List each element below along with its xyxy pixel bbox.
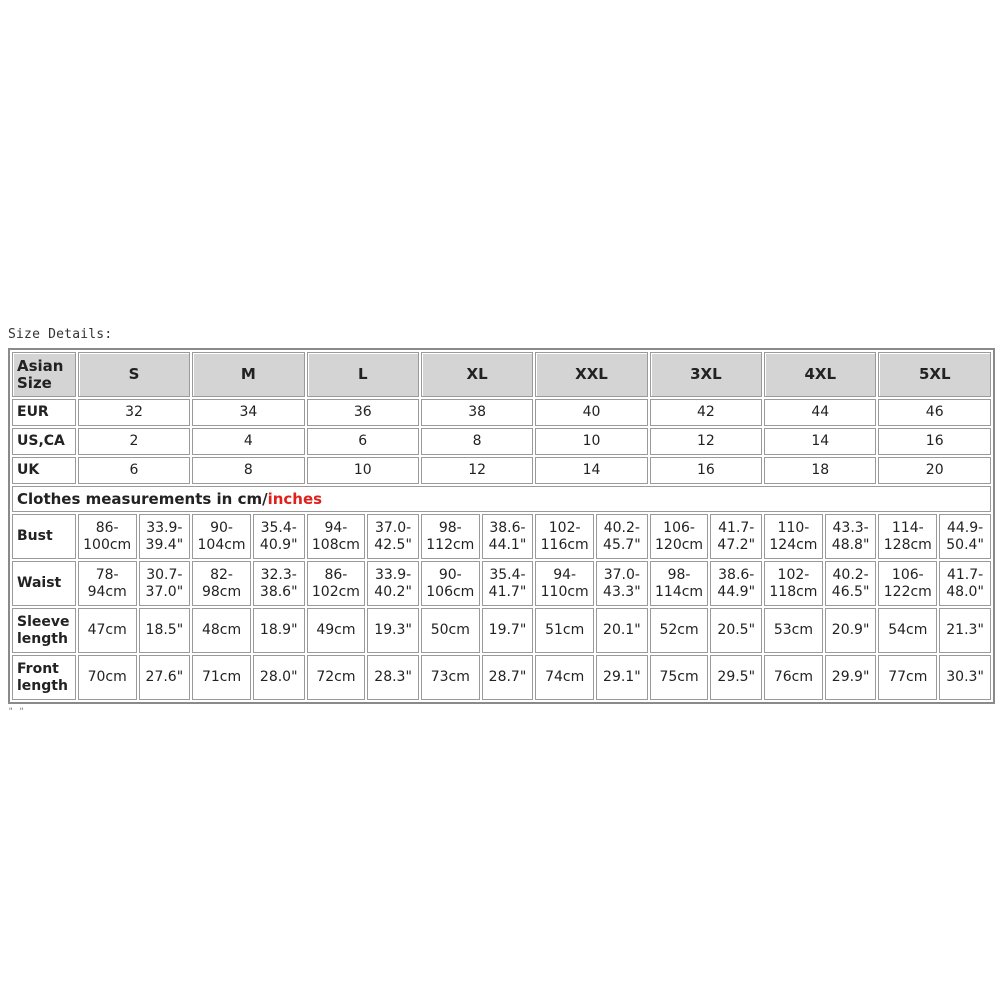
inch-value: 29.5" — [710, 655, 762, 700]
inch-value: 40.2-46.5" — [825, 561, 877, 606]
cm-value: 48cm — [192, 608, 251, 653]
cm-value: 53cm — [764, 608, 823, 653]
cm-value: 51cm — [535, 608, 594, 653]
conversion-value: 42 — [650, 399, 762, 426]
size-details-caption: Size Details: — [8, 327, 113, 342]
conversion-value: 46 — [878, 399, 991, 426]
inch-value: 43.3-48.8" — [825, 514, 877, 559]
inch-value: 27.6" — [139, 655, 191, 700]
conversion-value: 18 — [764, 457, 876, 484]
conversion-value: 20 — [878, 457, 991, 484]
measurement-label: Front length — [12, 655, 76, 700]
cm-value: 49cm — [307, 608, 366, 653]
inch-value: 38.6-44.1" — [482, 514, 534, 559]
conversion-value: 14 — [535, 457, 647, 484]
inch-value: 18.9" — [253, 608, 305, 653]
inch-value: 33.9-39.4" — [139, 514, 191, 559]
measurement-row — [12, 561, 991, 606]
inch-value: 28.3" — [367, 655, 419, 700]
cm-value: 90-106cm — [421, 561, 480, 606]
cm-value: 54cm — [878, 608, 937, 653]
conversion-value: 44 — [764, 399, 876, 426]
cm-value: 94-110cm — [535, 561, 594, 606]
conversion-value: 10 — [307, 457, 419, 484]
inch-value: 41.7-48.0" — [939, 561, 991, 606]
conversion-value: 38 — [421, 399, 533, 426]
footnote-marks: " " — [8, 707, 25, 717]
conversion-value: 12 — [421, 457, 533, 484]
conversion-value: 32 — [78, 399, 190, 426]
size-chart-table — [8, 348, 995, 704]
inch-value: 20.5" — [710, 608, 762, 653]
conversion-value: 16 — [878, 428, 991, 455]
cm-value: 71cm — [192, 655, 251, 700]
asian-size-label: Asian Size — [12, 352, 76, 397]
inch-value: 38.6-44.9" — [710, 561, 762, 606]
size-header-row — [12, 352, 991, 397]
cm-value: 90-104cm — [192, 514, 251, 559]
cm-value: 50cm — [421, 608, 480, 653]
inch-value: 19.3" — [367, 608, 419, 653]
cm-value: 77cm — [878, 655, 937, 700]
size-header-cell: S — [78, 352, 190, 397]
cm-value: 73cm — [421, 655, 480, 700]
conversion-value: 6 — [78, 457, 190, 484]
conversion-row — [12, 428, 991, 455]
conversion-value: 6 — [307, 428, 419, 455]
measurements-section-row — [12, 486, 991, 512]
inch-value: 41.7-47.2" — [710, 514, 762, 559]
cm-value: 102-118cm — [764, 561, 823, 606]
cm-value: 70cm — [78, 655, 137, 700]
cm-value: 110-124cm — [764, 514, 823, 559]
conversion-label: EUR — [12, 399, 76, 426]
conversion-value: 10 — [535, 428, 647, 455]
inch-value: 20.9" — [825, 608, 877, 653]
inch-value: 32.3-38.6" — [253, 561, 305, 606]
conversion-value: 36 — [307, 399, 419, 426]
cm-value: 114-128cm — [878, 514, 937, 559]
section-text: Clothes measurements in cm/ — [17, 489, 268, 508]
size-header-cell: L — [307, 352, 419, 397]
inch-value: 18.5" — [139, 608, 191, 653]
cm-value: 72cm — [307, 655, 366, 700]
conversion-row — [12, 457, 991, 484]
inch-value: 37.0-42.5" — [367, 514, 419, 559]
cm-value: 47cm — [78, 608, 137, 653]
inch-value: 19.7" — [482, 608, 534, 653]
cm-value: 74cm — [535, 655, 594, 700]
measurement-label: Waist — [12, 561, 76, 606]
cm-value: 106-122cm — [878, 561, 937, 606]
measurement-row — [12, 655, 991, 700]
cm-value: 76cm — [764, 655, 823, 700]
size-header-cell: 4XL — [764, 352, 876, 397]
cm-value: 102-116cm — [535, 514, 594, 559]
inch-value: 20.1" — [596, 608, 648, 653]
cm-value: 52cm — [650, 608, 709, 653]
measurement-row — [12, 514, 991, 559]
cm-value: 94-108cm — [307, 514, 366, 559]
size-header-cell: XXL — [535, 352, 647, 397]
conversion-value: 8 — [192, 457, 304, 484]
size-header-cell: M — [192, 352, 304, 397]
inch-value: 29.1" — [596, 655, 648, 700]
conversion-value: 4 — [192, 428, 304, 455]
cm-value: 75cm — [650, 655, 709, 700]
cm-value: 98-112cm — [421, 514, 480, 559]
conversion-value: 12 — [650, 428, 762, 455]
measurements-section-title — [12, 486, 991, 512]
measurement-label: Bust — [12, 514, 76, 559]
conversion-value: 34 — [192, 399, 304, 426]
conversion-label: US,CA — [12, 428, 76, 455]
cm-value: 106-120cm — [650, 514, 709, 559]
cm-value: 86-100cm — [78, 514, 137, 559]
inch-value: 35.4-41.7" — [482, 561, 534, 606]
cm-value: 98-114cm — [650, 561, 709, 606]
conversion-row — [12, 399, 991, 426]
size-header-cell: 5XL — [878, 352, 991, 397]
conversion-label: UK — [12, 457, 76, 484]
inch-value: 21.3" — [939, 608, 991, 653]
conversion-value: 16 — [650, 457, 762, 484]
section-highlight: inches — [267, 489, 323, 508]
inch-value: 40.2-45.7" — [596, 514, 648, 559]
size-header-cell: 3XL — [650, 352, 762, 397]
measurement-row — [12, 608, 991, 653]
cm-value: 78-94cm — [78, 561, 137, 606]
conversion-value: 14 — [764, 428, 876, 455]
inch-value: 29.9" — [825, 655, 877, 700]
inch-value: 44.9-50.4" — [939, 514, 991, 559]
inch-value: 30.3" — [939, 655, 991, 700]
measurement-label: Sleeve length — [12, 608, 76, 653]
inch-value: 28.7" — [482, 655, 534, 700]
size-header-cell: XL — [421, 352, 533, 397]
conversion-value: 8 — [421, 428, 533, 455]
inch-value: 33.9-40.2" — [367, 561, 419, 606]
cm-value: 86-102cm — [307, 561, 366, 606]
conversion-value: 2 — [78, 428, 190, 455]
inch-value: 30.7-37.0" — [139, 561, 191, 606]
inch-value: 37.0-43.3" — [596, 561, 648, 606]
inch-value: 28.0" — [253, 655, 305, 700]
inch-value: 35.4-40.9" — [253, 514, 305, 559]
conversion-value: 40 — [535, 399, 647, 426]
cm-value: 82-98cm — [192, 561, 251, 606]
